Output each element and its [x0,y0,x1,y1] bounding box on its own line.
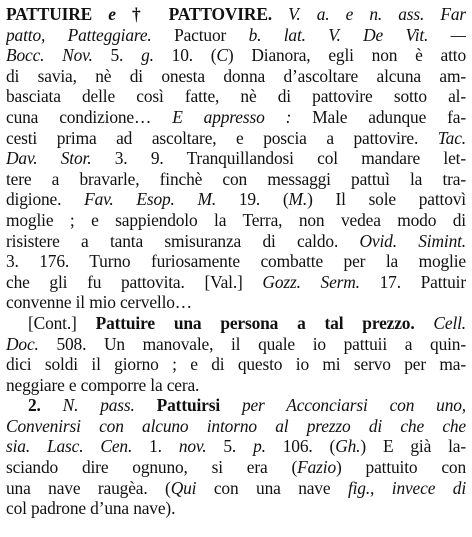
entry-italic-text: Convenirsi con alcuno intorno al prezzo di che che [6,415,466,436]
entry-text: [Cont.] [28,312,96,333]
entry-text: 10. ( [153,45,217,66]
entry-italic-text: nov. [178,436,207,457]
entry-text: tere a bravarle, finchè con messaggi pattuì la tra- [6,168,466,189]
entry-italic-text: Doc. [6,333,39,354]
entry-line [6,169,466,190]
entry-line [6,375,466,396]
entry-italic-text: Qui [170,477,197,498]
entry-italic-text: Gh. [335,436,361,457]
entry-italic-text: Tac. [437,127,466,148]
entry-line [6,210,466,231]
entry-italic-text: b. lat. V. De Vit. — [248,24,466,45]
entry-italic-text: N. pass. [62,395,135,416]
entry-bold-text: † PATTOVIRE. [115,4,272,24]
entry-italic-text: fig., [347,477,375,498]
entry-italic-text: per Acconciarsi con uno, [220,395,466,416]
entry-italic-text: Gozz. Serm. [262,271,360,292]
entry-text: 106. ( [265,436,336,457]
entry-text: dici soldi il giorno ; e di questo io mi servo per ma- [6,354,466,375]
entry-text: ) Il sole pattovì [307,189,466,210]
entry-text: cesti prima ad ascoltare, e poscia a pattovire. [6,127,438,148]
entry-line [6,292,466,313]
entry-line [6,457,466,478]
entry-text: che gli fu pattovita. [Val.] [6,271,263,292]
entry-line [6,128,466,149]
entry-line [6,189,466,210]
entry-italic-text: E appresso : [172,106,292,127]
entry-text: 3. 9. Tranquillandosi col mandare let- [91,148,466,169]
entry-line [6,272,466,293]
entry-line [6,45,466,66]
entry-italic-text: C [216,45,228,66]
entry-text: una nave raugèa. ( [6,477,171,498]
entry-line [6,4,466,25]
entry-text: 17. Pattuir [359,271,466,292]
entry-text: 5. [206,436,254,457]
entry-italic-text: Dav. Stor. [6,148,92,169]
entry-italic-text: Ovid. Simint. [359,230,466,251]
entry-text [92,4,108,24]
entry-italic-text: M. [288,189,308,210]
entry-text: convenne il mio cervello… [6,292,193,313]
entry-line [6,354,466,375]
entry-line [6,107,466,128]
entry-text: 3. 176. Turno furiosamente combatte per la moglie [6,251,466,272]
entry-text: cuna condizione… [6,106,173,127]
entry-line [6,436,466,457]
entry-bold-text: e [108,4,116,24]
entry-italic-text: sia. Lasc. Cen. [6,436,133,457]
entry-line [6,498,466,519]
entry-line [6,416,466,437]
entry-bold-text: 2. [28,395,63,416]
entry-text: col padrone d’una nave). [6,498,176,519]
entry-line [6,148,466,169]
entry-line [6,478,466,499]
entry-text: sciando dire ognuno, si era ( [6,457,298,478]
entry-italic-text: patto, Patteggiare. [6,24,152,45]
entry-line [6,86,466,107]
entry-text: basciata delle così fatte, nè di pattovire sotto al- [6,86,466,107]
entry-italic-text: p. [253,436,266,457]
entry-text: ) pattuito con [336,457,466,478]
entry-text: moglie ; e sappiendolo la Terra, non vedea modo di [6,209,466,230]
entry-line [6,66,466,87]
entry-text: neggiare e comporre la cera. [6,374,200,395]
entry-text: ) E già la- [360,436,466,457]
entry-italic-text: Fav. Esop. M. [84,189,217,210]
entry-line [6,251,466,272]
entry-italic-text: invece di [374,477,466,498]
entry-bold-text: Pattuire una persona a tal prezzo. [95,312,415,333]
entry-text: 1. [132,436,179,457]
entry-italic-text: g. [141,45,154,66]
entry-italic-text: Cell. [414,312,466,333]
entry-line [6,313,466,334]
entry-text: di savia, nè di onesta donna d’ascoltare alcuna am- [6,65,466,86]
entry-line [6,395,466,416]
entry-text: con una nave [196,477,348,498]
entry-text: 19. ( [216,189,289,210]
entry-text: 5. [92,45,142,66]
entry-text: ) Dianora, egli non è atto [227,45,466,66]
entry-italic-text: Bocc. Nov. [6,45,93,66]
entry-italic-text: V. a. e n. ass. Far [271,4,466,24]
entry-text: digione. [6,189,85,210]
entry-text: Pactuor [151,24,249,45]
entry-line [6,231,466,252]
entry-line [6,25,466,46]
entry-italic-text: Fazio [297,457,336,478]
entry-text: Male adunque fa- [291,106,466,127]
entry-bold-text: PATTUIRE [6,4,93,24]
entry-line [6,334,466,355]
entry-bold-text: Pattuirsi [134,395,221,416]
entry-text: 508. Un manovale, il quale io pattuii a quin- [38,333,466,354]
dictionary-entry-pattuire [6,4,466,519]
entry-text: risistere a tanta smisuranza di caldo. [6,230,360,251]
